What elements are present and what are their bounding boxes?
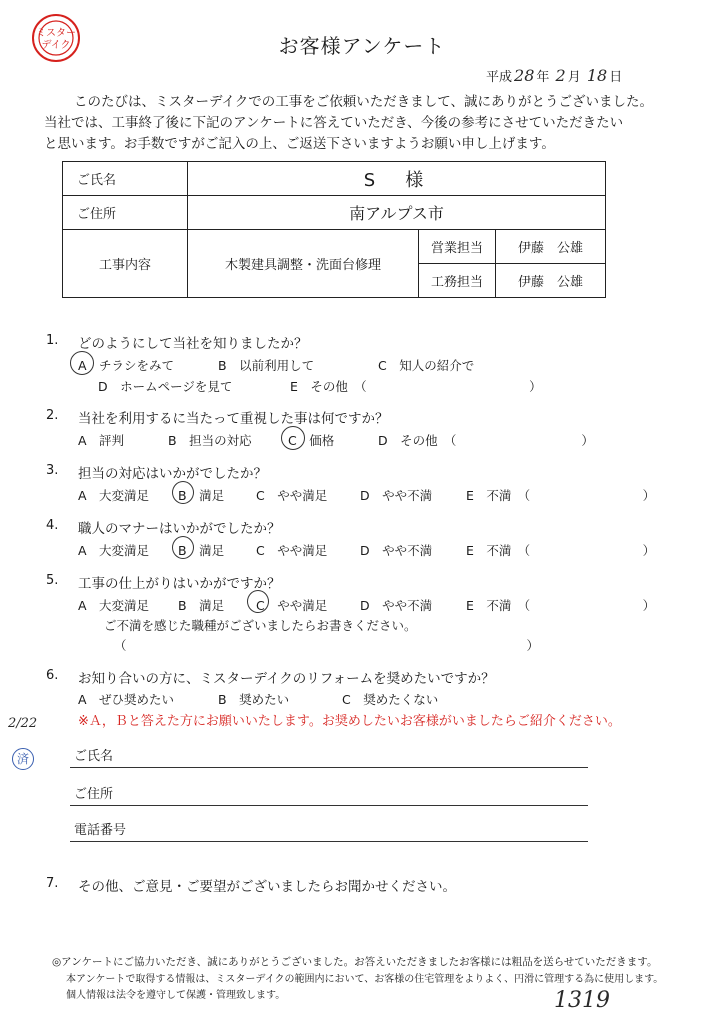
construction-value: 伊藤 公雄 xyxy=(496,264,606,298)
option: C やや満足 xyxy=(256,488,328,503)
option: A チラシをみて xyxy=(78,358,175,373)
question-text: 当社を利用するに当たって重視した事は何ですか？ xyxy=(78,411,389,427)
answer-circle-mark xyxy=(247,590,269,613)
option: B 奨めたい xyxy=(218,692,290,707)
question-text: その他、ご意見・ご要望がございましたらお聞かせください。 xyxy=(78,879,456,895)
intro-paragraph xyxy=(44,92,654,155)
footer-privacy-usage: 本アンケートで取得する情報は、ミスターデイクの範囲内において、お客様の住宅管理をよりよく、円滑に管理する為に使用します。 xyxy=(66,974,664,985)
date-year-unit: 年 xyxy=(536,70,550,85)
question-text: 担当の対応はいかがでしたか？ xyxy=(78,466,267,482)
option: D やや不満 xyxy=(360,543,433,558)
footer-thanks: ◎アンケートにご協力いただき、誠にありがとうございました。お答えいただきましたお客様には粗品を送らせていただきます。 xyxy=(52,956,658,968)
date-month: 2 xyxy=(555,66,566,85)
referral-phone-label: 電話番号 xyxy=(74,823,127,838)
question-number: 3. xyxy=(46,463,59,478)
option: C やや満足 xyxy=(256,598,328,613)
question-number: 1. xyxy=(46,333,59,348)
page-title: お客様アンケート xyxy=(278,34,446,58)
answer-circle-mark xyxy=(172,481,194,504)
address-value: 南アルプス市 xyxy=(188,196,606,230)
question-text: お知り合いの方に、ミスターデイクのリフォームを奨めたいですか？ xyxy=(78,671,495,687)
option: A 大変満足 xyxy=(78,543,150,558)
date-era: 平成 xyxy=(486,70,513,85)
margin-handwritten-date: 2/22 xyxy=(8,716,38,731)
customer-info-table xyxy=(62,161,606,298)
referral-name-label: ご氏名 xyxy=(74,749,114,764)
name-label: ご氏名 xyxy=(63,162,188,196)
sales-value: 伊藤 公雄 xyxy=(496,230,606,264)
option: B 以前利用して xyxy=(218,358,315,373)
date-month-unit: 月 xyxy=(567,70,581,85)
option: D その他 （ ） xyxy=(378,433,594,448)
construction-label: 工務担当 xyxy=(419,264,496,298)
option: B 担当の対応 xyxy=(168,433,252,448)
sales-label: 営業担当 xyxy=(419,230,496,264)
question-text: どのようにして当社を知りましたか？ xyxy=(78,336,308,352)
option: C やや満足 xyxy=(256,543,328,558)
question-note: ご不満を感じた職種がございましたらお書きください。 xyxy=(104,618,417,633)
address-label: ご住所 xyxy=(63,196,188,230)
option: E 不満 （ ） xyxy=(466,543,656,558)
option: A ぜひ奨めたい xyxy=(78,692,175,707)
option: D やや不満 xyxy=(360,598,433,613)
processed-mark-stamp: 済 xyxy=(12,748,34,770)
date-day-unit: 日 xyxy=(609,70,623,85)
option: A 評判 xyxy=(78,433,125,448)
option: E その他 （ ） xyxy=(290,379,542,394)
question-text: 工事の仕上がりはいかがですか？ xyxy=(78,576,281,592)
question-number: 2. xyxy=(46,408,59,423)
referral-address-line[interactable] xyxy=(70,805,588,806)
option: E 不満 （ ） xyxy=(466,598,656,613)
intro-line: と思います。お手数ですがご記入の上、ご返送下さいますようお願い申し上げます。 xyxy=(44,136,555,152)
question-number: 4. xyxy=(46,518,59,533)
footer-privacy-protection: 個人情報は法令を遵守して保護・管理致します。 xyxy=(66,990,286,1001)
svg-text:ミスター: ミスター xyxy=(36,28,76,39)
option: A 大変満足 xyxy=(78,598,150,613)
referral-request-note: ※Ａ，Ｂと答えた方にお願いいたします。お奨めしたいお客様がいましたらご紹介ください。 xyxy=(78,714,621,729)
intro-line: このたびは、ミスターデイクでの工事をご依頼いただきまして、誠にありがとうございました。 xyxy=(74,94,654,110)
answer-circle-mark xyxy=(70,351,94,375)
handwritten-reference-number: 1319 xyxy=(554,988,610,1013)
option: C 価格 xyxy=(288,433,335,448)
option: E 不満 （ ） xyxy=(466,488,656,503)
option: D やや不満 xyxy=(360,488,433,503)
option: D ホームページを見て xyxy=(98,379,233,394)
date-line xyxy=(486,66,622,85)
date-day: 18 xyxy=(586,66,608,85)
question-number: 7. xyxy=(46,876,59,891)
option: A 大変満足 xyxy=(78,488,150,503)
referral-name-line[interactable] xyxy=(70,767,588,768)
referral-phone-line[interactable] xyxy=(70,841,588,842)
work-value: 木製建具調整・洗面台修理 xyxy=(188,230,419,298)
answer-circle-mark xyxy=(281,426,305,450)
answer-circle-mark xyxy=(172,536,194,559)
question-text: 職人のマナーはいかがでしたか？ xyxy=(78,521,281,537)
referral-address-label: ご住所 xyxy=(74,787,114,802)
question-number: 5. xyxy=(46,573,59,588)
option: B 満足 xyxy=(178,488,225,503)
name-value: S 様 xyxy=(188,162,606,196)
option: C 知人の紹介で xyxy=(378,358,475,373)
svg-text:デイク: デイク xyxy=(41,40,71,51)
option: B 満足 xyxy=(178,543,225,558)
question-number: 6. xyxy=(46,668,59,683)
option: C 奨めたくない xyxy=(342,692,439,707)
work-label: 工事内容 xyxy=(63,230,188,298)
option: B 満足 xyxy=(178,598,225,613)
intro-line: 当社では、工事終了後に下記のアンケートに答えていただき、今後の参考にさせていただきたい xyxy=(44,115,624,131)
comment-parentheses: （ ） xyxy=(114,638,540,653)
date-year: 28 xyxy=(514,66,535,85)
